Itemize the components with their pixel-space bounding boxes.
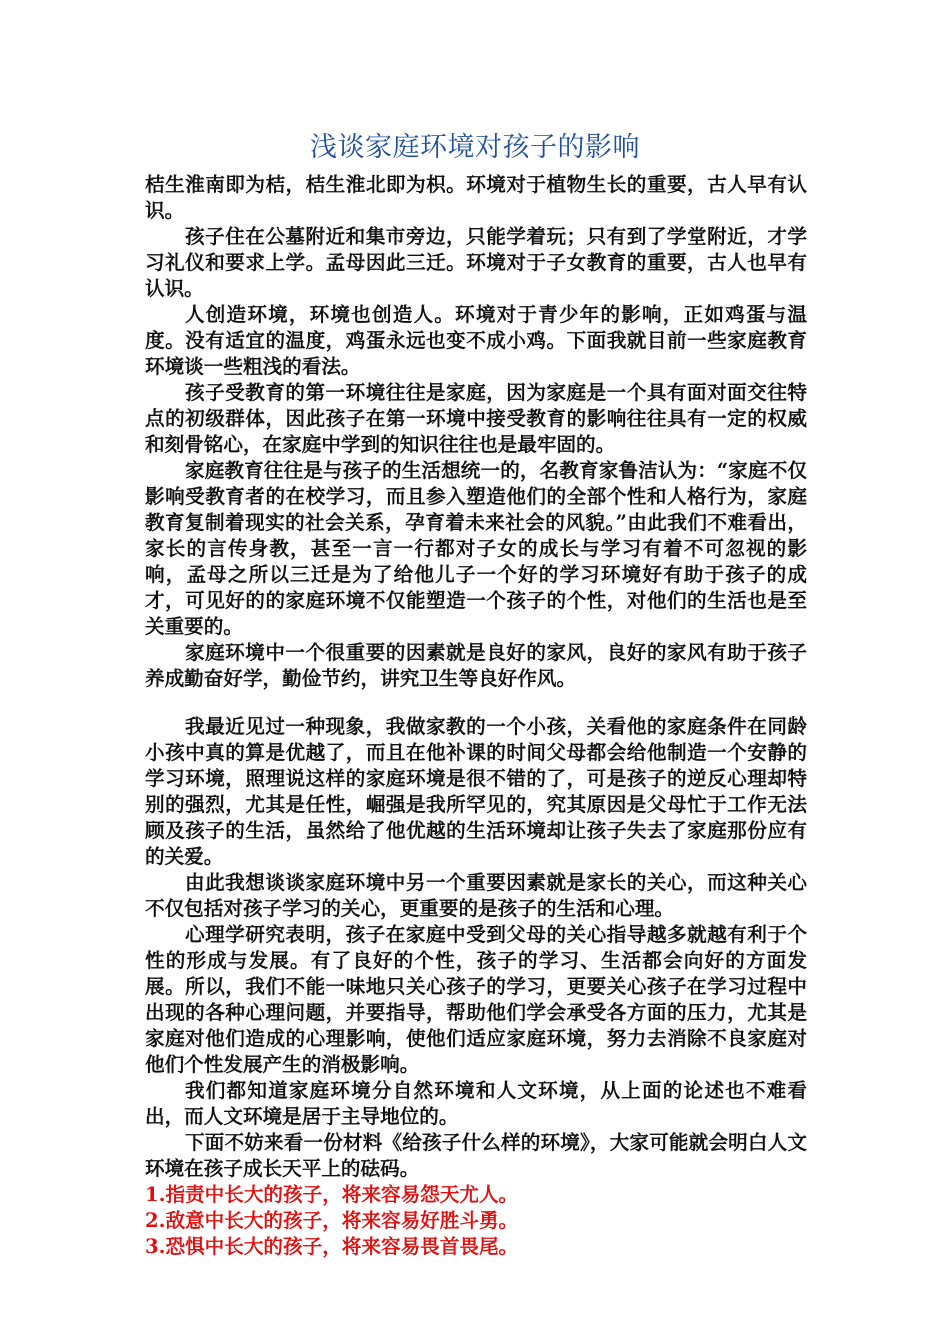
- paragraph-6: 家庭环境中一个很重要的因素就是良好的家风，良好的家风有助于孩子养成勤奋好学，勤俭节约，讲究卫生等良好作风。: [145, 641, 807, 690]
- paragraph-gap: [145, 692, 807, 714]
- list-item-2: 2.敌意中长大的孩子，将来容易好胜斗勇。: [145, 1209, 519, 1232]
- paragraph-3: 人创造环境，环境也创造人。环境对于青少年的影响，正如鸡蛋与温度。没有适宜的温度，鸡蛋永远也变不成小鸡。下面我就目前一些家庭教育环境谈一些粗浅的看法。: [145, 303, 807, 378]
- paragraph-7: 我最近见过一种现象，我做家教的一个小孩，关看他的家庭条件在同龄小孩中真的算是优越了，而且在他补课的时间父母都会给他制造一个安静的学习环境，照理说这样的家庭环境是很不错的了，可是孩子的逆反心理却特别的强烈，尤其是任性，崛强是我所罕见的，究其原因是父母忙于工作无法顾及孩子的生活，虽然给了他优越的生活环境却让孩子失去了家庭那份应有的关爱。: [145, 715, 807, 868]
- list-item-1: 1.指责中长大的孩子，将来容易怨天尤人。: [145, 1183, 519, 1206]
- paragraph-1: 桔生淮南即为桔，桔生淮北即为枳。环境对于植物生长的重要，古人早有认识。: [145, 173, 807, 222]
- paragraph-9: 心理学研究表明，孩子在家庭中受到父母的关心指导越多就越有利于个性的形成与发展。有了良好的个性，孩子的学习、生活都会向好的方面发展。所以，我们不能一味地只关心孩子的学习，更要关心孩子在学习过程中出现的各种心理问题，并要指导，帮助他们学会承受各方面的压力，尤其是家庭对他们造成的心理影响，使他们适应家庭环境，努力去消除不良家庭对他们个性发展产生的消极影响。: [145, 923, 807, 1076]
- paragraph-2: 孩子住在公墓附近和集市旁边，只能学着玩；只有到了学堂附近，才学习礼仪和要求上学。孟母因此三迁。环境对于子女教育的重要，古人也早有认识。: [145, 225, 807, 300]
- paragraph-8: 由此我想谈谈家庭环境中另一个重要因素就是家长的关心，而这种关心不仅包括对孩子学习的关心，更重要的是孩子的生活和心理。: [145, 871, 807, 920]
- document-title: 浅谈家庭环境对孩子的影响: [310, 132, 640, 163]
- document-body: [145, 172, 807, 1260]
- paragraph-11: 下面不妨来看一份材料《给孩子什么样的环境》，大家可能就会明白人文环境在孩子成长天平上的砝码。: [145, 1131, 807, 1180]
- list-item-3: 3.恐惧中长大的孩子，将来容易畏首畏尾。: [145, 1235, 519, 1258]
- paragraph-5: 家庭教育往往是与孩子的生活想统一的，名教育家鲁洁认为：“家庭不仅影响受教育者的在校学习，而且参入塑造他们的全部个性和人格行为，家庭教育复制着现实的社会关系，孕育着未来社会的风貌。”由此我们不难看出，家长的言传身教，甚至一言一行都对子女的成长与学习有着不可忽视的影响，孟母之所以三迁是为了给他儿子一个好的学习环境好有助于孩子的成才，可见好的的家庭环境不仅能塑造一个孩子的个性，对他们的生活也是至关重要的。: [145, 459, 807, 638]
- paragraph-4: 孩子受教育的第一环境往往是家庭，因为家庭是一个具有面对面交往特点的初级群体，因此孩子在第一环境中接受教育的影响往往具有一定的权威和刻骨铭心，在家庭中学到的知识往往也是最牢固的。: [145, 381, 807, 456]
- paragraph-10: 我们都知道家庭环境分自然环境和人文环境，从上面的论述也不难看出，而人文环境是居于主导地位的。: [145, 1079, 807, 1128]
